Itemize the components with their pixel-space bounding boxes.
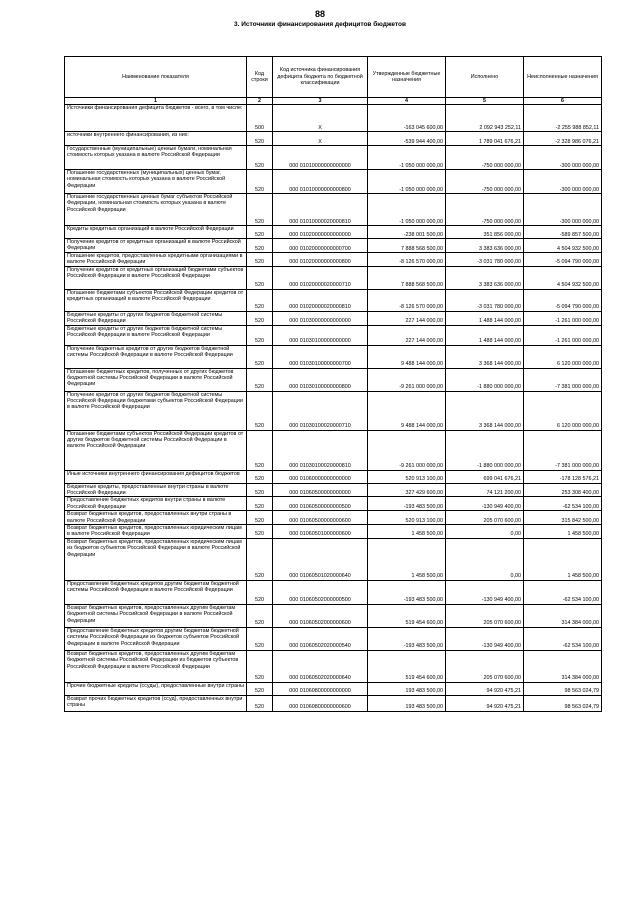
row-name: Погашение бюджетных кредитов, полученных от других бюджетов бюджетной системы Российской Федерации в валюте Российской Федерации: [65, 368, 247, 391]
row-executed: 699 041 676,21: [446, 470, 524, 483]
row-unexecuted: -7 381 000 000,00: [524, 430, 602, 470]
row-source-code: 000 01060000000000000: [273, 470, 368, 483]
row-source-code: 000 01010000000000000: [273, 146, 368, 170]
col-number: 4: [368, 98, 446, 105]
row-name: Предоставление бюджетных кредитов другим бюджетам бюджетной системы Российской Федерации из бюджетов субъектов Российской Федерации в валюте Российской Федерации: [65, 627, 247, 650]
col-number: 6: [524, 98, 602, 105]
row-approved: -539 944 400,00: [368, 132, 446, 146]
row-line-code: 520: [247, 368, 273, 391]
row-source-code: 000 01060800000000000: [273, 682, 368, 695]
row-executed: 0,00: [446, 538, 524, 580]
row-source-code: X: [273, 132, 368, 146]
row-executed: 94 920 475,21: [446, 682, 524, 695]
row-approved: 1 458 500,00: [368, 538, 446, 580]
row-name: Бюджетные кредиты, предоставленные внутри страны в валюте Российской Федерации: [65, 483, 247, 497]
row-source-code: 000 01060500000000500: [273, 497, 368, 511]
row-name: Получение бюджетных кредитов от других бюджетов бюджетной системы Российской Федерации в валюте Российской Федерации: [65, 345, 247, 368]
row-name: Бюджетные кредиты от других бюджетов бюджетной системы Российской Федерации в валюте Российской Федерации: [65, 325, 247, 345]
table-row: [65, 483, 602, 497]
table-row: [65, 695, 602, 711]
row-line-code: 520: [247, 580, 273, 604]
row-line-code: 520: [247, 345, 273, 368]
table-row: [65, 682, 602, 695]
row-executed: -130 949 400,00: [446, 580, 524, 604]
table-row: [65, 105, 602, 132]
row-executed: 3 383 636 000,00: [446, 266, 524, 289]
row-line-code: 520: [247, 170, 273, 194]
row-approved: -163 045 600,00: [368, 105, 446, 132]
row-approved: 227 144 000,00: [368, 325, 446, 345]
row-name: Бюджетные кредиты от других бюджетов бюджетной системы Российской Федерации: [65, 311, 247, 325]
row-executed: 1 488 144 000,00: [446, 325, 524, 345]
row-unexecuted: -300 000 000,00: [524, 170, 602, 194]
row-approved: 7 888 568 500,00: [368, 266, 446, 289]
section-title: 3. Источники финансирования дефицитов бюджетов: [234, 21, 406, 28]
row-approved: -193 483 500,00: [368, 627, 446, 650]
row-source-code: 000 01030100020000710: [273, 391, 368, 430]
row-source-code: X: [273, 105, 368, 132]
table-row: [65, 511, 602, 525]
row-unexecuted: -300 000 000,00: [524, 146, 602, 170]
row-unexecuted: -7 381 000 000,00: [524, 368, 602, 391]
row-line-code: 520: [247, 325, 273, 345]
row-line-code: 520: [247, 682, 273, 695]
row-executed: 3 368 144 000,00: [446, 391, 524, 430]
row-executed: 0,00: [446, 525, 524, 539]
row-executed: 205 070 600,00: [446, 650, 524, 682]
row-source-code: 000 01030100020000810: [273, 430, 368, 470]
table-row: [65, 430, 602, 470]
col-header-line-code: Код строки: [247, 57, 273, 98]
col-header-name: Наименование показателя: [65, 57, 247, 98]
row-source-code: 000 01060500000000000: [273, 483, 368, 497]
row-unexecuted: 98 563 024,79: [524, 695, 602, 711]
row-approved: 520 913 100,00: [368, 511, 446, 525]
row-source-code: 000 01020000020000710: [273, 266, 368, 289]
row-source-code: 000 01030100000000000: [273, 325, 368, 345]
row-source-code: 000 01060501000000600: [273, 525, 368, 539]
row-line-code: 520: [247, 239, 273, 253]
row-source-code: 000 01060800000000600: [273, 695, 368, 711]
table-row: [65, 650, 602, 682]
row-line-code: 520: [247, 391, 273, 430]
table-header-row: [65, 57, 602, 98]
row-unexecuted: 98 563 024,79: [524, 682, 602, 695]
row-line-code: 520: [247, 253, 273, 267]
row-source-code: 000 01020000020000810: [273, 289, 368, 311]
row-line-code: 520: [247, 194, 273, 226]
col-header-unexecuted: Неисполненные назначения: [524, 57, 602, 98]
row-executed: 74 121 200,00: [446, 483, 524, 497]
row-approved: 193 483 500,00: [368, 682, 446, 695]
row-name: Возврат бюджетных кредитов, предоставленных другим бюджетам бюджетной системы Российской Федерации из бюджетов субъектов Российской Федерации в валюте Российской Федерации: [65, 650, 247, 682]
table-row: [65, 325, 602, 345]
row-approved: 519 454 600,00: [368, 650, 446, 682]
row-source-code: 000 01020000000000700: [273, 239, 368, 253]
row-approved: 1 458 500,00: [368, 525, 446, 539]
row-approved: 519 454 600,00: [368, 604, 446, 627]
table-row: [65, 132, 602, 146]
row-line-code: 520: [247, 497, 273, 511]
row-source-code: 000 01060502020000640: [273, 650, 368, 682]
row-line-code: 520: [247, 289, 273, 311]
row-approved: -193 483 500,00: [368, 497, 446, 511]
row-approved: 327 429 600,00: [368, 483, 446, 497]
table-row: [65, 226, 602, 239]
row-unexecuted: 4 504 932 500,00: [524, 239, 602, 253]
row-line-code: 520: [247, 525, 273, 539]
row-unexecuted: -5 094 790 000,00: [524, 289, 602, 311]
col-number: 1: [65, 98, 247, 105]
row-approved: 9 488 144 000,00: [368, 391, 446, 430]
col-number: 2: [247, 98, 273, 105]
row-name: Получение кредитов от кредитных организаций в валюте Российской Федерации: [65, 239, 247, 253]
row-unexecuted: 6 120 000 000,00: [524, 345, 602, 368]
row-unexecuted: -178 128 576,21: [524, 470, 602, 483]
row-name: Возврат бюджетных кредитов, предоставленных другим бюджетам бюджетной системы Российской Федерации в валюте Российской Федерации: [65, 604, 247, 627]
table-row: [65, 194, 602, 226]
row-approved: -9 261 000 000,00: [368, 368, 446, 391]
table-row: [65, 391, 602, 430]
row-name: Возврат прочих бюджетных кредитов (ссуд), предоставленных внутри страны: [65, 695, 247, 711]
page-number: 88: [314, 9, 325, 19]
row-line-code: 520: [247, 430, 273, 470]
row-executed: 205 070 600,00: [446, 604, 524, 627]
row-line-code: 520: [247, 604, 273, 627]
row-unexecuted: -62 534 100,00: [524, 580, 602, 604]
table-row: [65, 580, 602, 604]
row-name: Погашение бюджетами субъектов Российской Федерации кредитов от кредитных организаций в валюте Российской Федерации: [65, 289, 247, 311]
row-executed: 94 920 475,21: [446, 695, 524, 711]
row-name: источники внутреннего финансирования, из них:: [65, 132, 247, 146]
row-unexecuted: -5 094 790 000,00: [524, 253, 602, 267]
row-source-code: 000 01020000000000000: [273, 226, 368, 239]
row-source-code: 000 01060501020000640: [273, 538, 368, 580]
row-unexecuted: -1 261 000 000,00: [524, 325, 602, 345]
row-name: Возврат бюджетных кредитов, предоставленных юридическим лицам из бюджетов субъектов Российской Федерации в валюте Российской Федерации: [65, 538, 247, 580]
table-row: [65, 604, 602, 627]
row-name: Возврат бюджетных кредитов, предоставленных юридическим лицам в валюте Российской Федерации: [65, 525, 247, 539]
table-row: [65, 627, 602, 650]
row-source-code: 000 01060500000000600: [273, 511, 368, 525]
row-name: Погашение государственных (муниципальных) ценных бумаг, номинальная стоимость которых указана в валюте Российской Федерации: [65, 170, 247, 194]
table-body: [65, 105, 602, 712]
row-unexecuted: -2 255 988 852,11: [524, 105, 602, 132]
row-name: Возврат бюджетных кредитов, предоставленных внутри страны в валюте Российской Федерации: [65, 511, 247, 525]
table-row: [65, 525, 602, 539]
row-name: Погашение кредитов, предоставленных кредитными организациями в валюте Российской Федерации: [65, 253, 247, 267]
row-source-code: 000 01030000000000000: [273, 311, 368, 325]
row-approved: -1 050 000 000,00: [368, 170, 446, 194]
row-line-code: 520: [247, 311, 273, 325]
row-approved: 520 913 100,00: [368, 470, 446, 483]
table-row: [65, 266, 602, 289]
row-line-code: 520: [247, 538, 273, 580]
table-row: [65, 253, 602, 267]
row-unexecuted: -589 857 500,00: [524, 226, 602, 239]
col-header-approved: Утвержденные бюджетные назначения: [368, 57, 446, 98]
row-unexecuted: -300 000 000,00: [524, 194, 602, 226]
row-line-code: 500: [247, 105, 273, 132]
row-unexecuted: 4 504 932 500,00: [524, 266, 602, 289]
row-unexecuted: 314 384 000,00: [524, 650, 602, 682]
row-source-code: 000 01010000000000800: [273, 170, 368, 194]
row-name: Получение кредитов от кредитных организаций бюджетами субъектов Российской Федерации в валюте Российской Федерации: [65, 266, 247, 289]
row-source-code: 000 01060502020000540: [273, 627, 368, 650]
row-executed: 1 789 041 676,21: [446, 132, 524, 146]
row-executed: -130 949 400,00: [446, 627, 524, 650]
col-number: 5: [446, 98, 524, 105]
col-number: 3: [273, 98, 368, 105]
row-name: Прочие бюджетные кредиты (ссуды), предоставленные внутри страны: [65, 682, 247, 695]
row-executed: 2 092 943 252,11: [446, 105, 524, 132]
table-row: [65, 239, 602, 253]
row-executed: -750 000 000,00: [446, 170, 524, 194]
row-unexecuted: 314 384 000,00: [524, 604, 602, 627]
row-name: Иные источники внутреннего финансирования дефицитов бюджетов: [65, 470, 247, 483]
column-number-row: [65, 98, 602, 105]
table-row: [65, 345, 602, 368]
row-line-code: 520: [247, 266, 273, 289]
row-line-code: 520: [247, 470, 273, 483]
row-line-code: 520: [247, 650, 273, 682]
row-line-code: 520: [247, 483, 273, 497]
row-name: Погашение государственных ценных бумаг субъектов Российской Федерации, номинальная стоимость которых указана в валюте Российской Федерации: [65, 194, 247, 226]
row-unexecuted: -62 534 100,00: [524, 497, 602, 511]
row-executed: 205 070 600,00: [446, 511, 524, 525]
row-unexecuted: -62 534 100,00: [524, 627, 602, 650]
table-row: [65, 170, 602, 194]
row-approved: -238 001 500,00: [368, 226, 446, 239]
row-line-code: 520: [247, 226, 273, 239]
row-name: Государственные (муниципальные) ценные бумаги, номинальная стоимость которых указана в валюте Российской Федерации: [65, 146, 247, 170]
row-executed: 351 856 000,00: [446, 226, 524, 239]
table-row: [65, 538, 602, 580]
row-unexecuted: 315 842 500,00: [524, 511, 602, 525]
table-row: [65, 311, 602, 325]
row-name: Получение кредитов от других бюджетов бюджетной системы Российской Федерации бюджетами субъектов Российской Федерации в валюте Российской Федерации: [65, 391, 247, 430]
col-header-executed: Исполнено: [446, 57, 524, 98]
row-approved: -8 126 570 000,00: [368, 289, 446, 311]
row-source-code: 000 01060502000000500: [273, 580, 368, 604]
row-line-code: 520: [247, 132, 273, 146]
table-row: [65, 289, 602, 311]
row-unexecuted: 1 458 500,00: [524, 525, 602, 539]
row-approved: -1 050 000 000,00: [368, 194, 446, 226]
row-name: Кредиты кредитных организаций в валюте Российской Федерации: [65, 226, 247, 239]
row-name: Погашение бюджетами субъектов Российской Федерации кредитов от других бюджетов бюджетной системы Российской Федерации в валюте Российской Федерации: [65, 430, 247, 470]
row-line-code: 520: [247, 146, 273, 170]
row-line-code: 520: [247, 511, 273, 525]
row-executed: 3 383 636 000,00: [446, 239, 524, 253]
row-line-code: 520: [247, 695, 273, 711]
row-approved: 7 888 568 500,00: [368, 239, 446, 253]
row-executed: 1 488 144 000,00: [446, 311, 524, 325]
row-unexecuted: -1 261 000 000,00: [524, 311, 602, 325]
table-row: [65, 146, 602, 170]
row-approved: -1 050 000 000,00: [368, 146, 446, 170]
row-executed: -3 031 780 000,00: [446, 253, 524, 267]
col-header-source-code: Код источника финансирования дефицита бюджета по бюджетной классификации: [273, 57, 368, 98]
row-approved: -9 261 000 000,00: [368, 430, 446, 470]
row-name: Источники финансирования дефицита бюджетов - всего, в том числе:: [65, 105, 247, 132]
row-source-code: 000 01020000000000800: [273, 253, 368, 267]
row-unexecuted: -2 328 986 076,21: [524, 132, 602, 146]
row-source-code: 000 01010000020000810: [273, 194, 368, 226]
row-executed: -3 031 780 000,00: [446, 289, 524, 311]
row-executed: -1 880 000 000,00: [446, 430, 524, 470]
table-row: [65, 497, 602, 511]
row-approved: 9 488 144 000,00: [368, 345, 446, 368]
row-approved: -8 126 570 000,00: [368, 253, 446, 267]
row-approved: 193 483 500,00: [368, 695, 446, 711]
row-executed: -130 949 400,00: [446, 497, 524, 511]
table-row: [65, 470, 602, 483]
row-unexecuted: 1 458 500,00: [524, 538, 602, 580]
sources-table: [64, 56, 602, 712]
row-approved: -193 483 500,00: [368, 580, 446, 604]
row-line-code: 520: [247, 627, 273, 650]
row-approved: 227 144 000,00: [368, 311, 446, 325]
row-unexecuted: 6 120 000 000,00: [524, 391, 602, 430]
row-name: Предоставление бюджетных кредитов другим бюджетам бюджетной системы Российской Федерации в валюте Российской Федерации: [65, 580, 247, 604]
row-executed: 3 368 144 000,00: [446, 345, 524, 368]
row-name: Предоставление бюджетных кредитов внутри страны в валюте Российской Федерации: [65, 497, 247, 511]
row-unexecuted: 253 308 400,00: [524, 483, 602, 497]
row-source-code: 000 01060502000000600: [273, 604, 368, 627]
row-executed: -750 000 000,00: [446, 194, 524, 226]
row-source-code: 000 01030100000000800: [273, 368, 368, 391]
row-executed: -1 880 000 000,00: [446, 368, 524, 391]
row-source-code: 000 01030100000000700: [273, 345, 368, 368]
table-row: [65, 368, 602, 391]
row-executed: -750 000 000,00: [446, 146, 524, 170]
